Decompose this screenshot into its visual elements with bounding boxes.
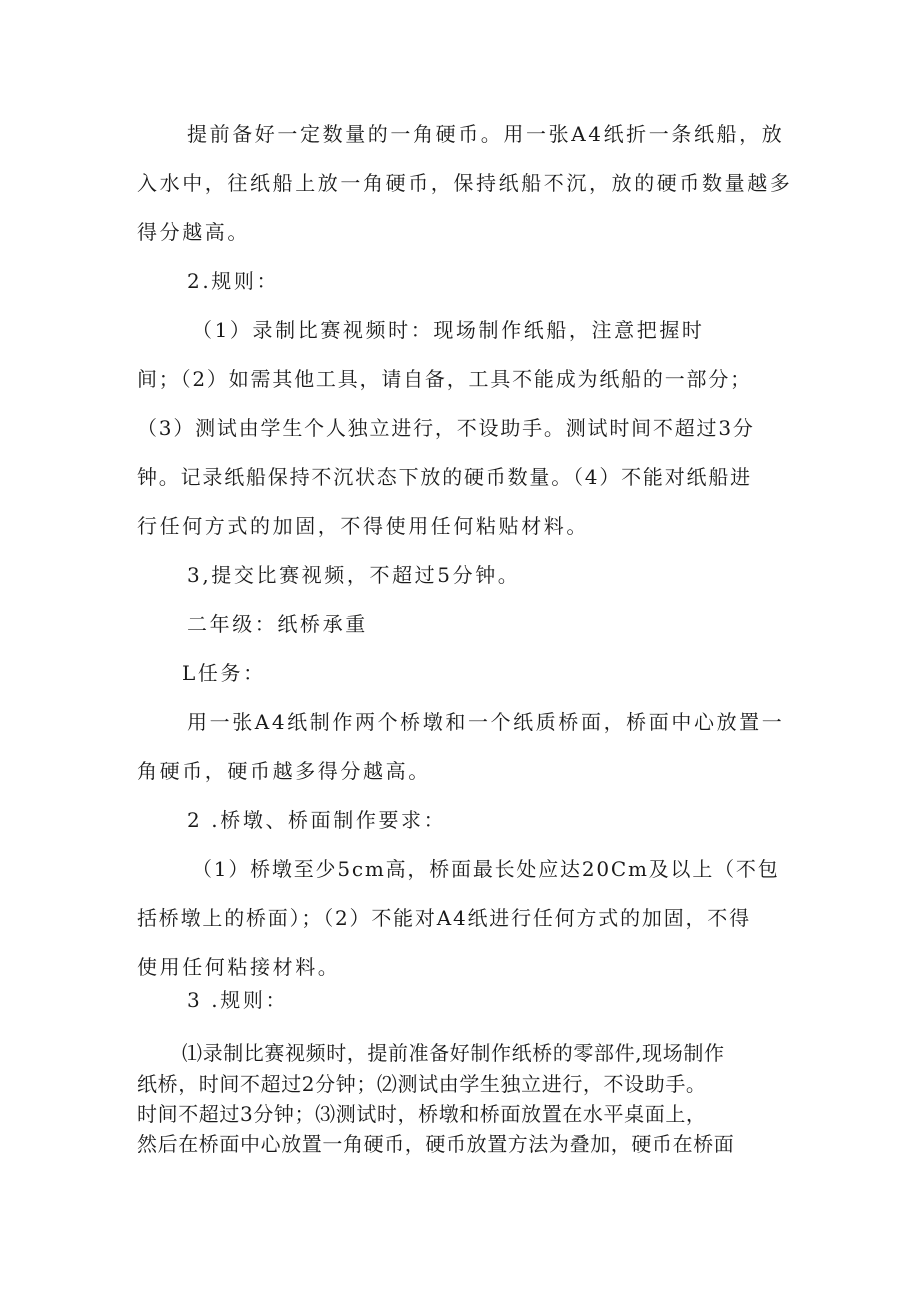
section-heading: 2.规则： [187,269,280,293]
paragraph-line: 时间不超过3分钟；⑶测试时，桥墩和桥面放置在水平桌面上， [137,1102,707,1126]
paragraph-line: 3,提交比赛视频，不超过5分钟。 [187,563,521,587]
paragraph-line: 间；（2）如需其他工具，请自备，工具不能成为纸船的一部分； [137,367,752,391]
paragraph-line: 入水中，往纸船上放一角硬币，保持纸船不沉，放的硬币数量越多 [137,171,793,195]
paragraph-line: ⑴录制比赛视频时，提前准备好制作纸桥的零部件,现场制作 [182,1041,725,1065]
paragraph-line: 角硬币，硬币越多得分越高。 [137,759,431,783]
paragraph-line: 使用任何粘接材料。 [137,955,341,979]
paragraph-line: （1）桥墩至少5cm高，桥面最长处应达20Cm及以上（不包 [192,857,780,881]
section-heading: 二年级：纸桥承重 [187,612,368,636]
section-heading: L任务： [182,661,266,685]
section-heading: 3 .规则： [187,988,289,1012]
paragraph-line: 然后在桥面中心放置一角硬币，硬币放置方法为叠加，硬币在桥面 [137,1132,735,1156]
paragraph-line: 提前备好一定数量的一角硬币。用一张A4纸折一条纸船，放 [187,122,785,146]
section-heading: 2 .桥墩、桥面制作要求： [187,808,447,832]
paragraph-line: 括桥墩上的桥面）；（2）不能对A4纸进行任何方式的加固，不得 [137,906,751,930]
paragraph-line: 行任何方式的加固，不得使用任何粘贴材料。 [137,514,589,538]
paragraph-line: 纸桥，时间不超过2分钟；⑵测试由学生独立进行，不设助手。 [137,1072,707,1096]
paragraph-line: 得分越高。 [137,220,250,244]
paragraph-line: （3）测试由学生个人独立进行，不设助手。测试时间不超过3分 [137,416,755,440]
paragraph-line: 用一张A4纸制作两个桥墩和一个纸质桥面，桥面中心放置一 [187,710,785,734]
paragraph-line: 钟。记录纸船保持不沉状态下放的硬币数量。（4）不能对纸船进 [137,465,752,489]
paragraph-line: （1）录制比赛视频时：现场制作纸船，注意把握时 [192,318,705,342]
